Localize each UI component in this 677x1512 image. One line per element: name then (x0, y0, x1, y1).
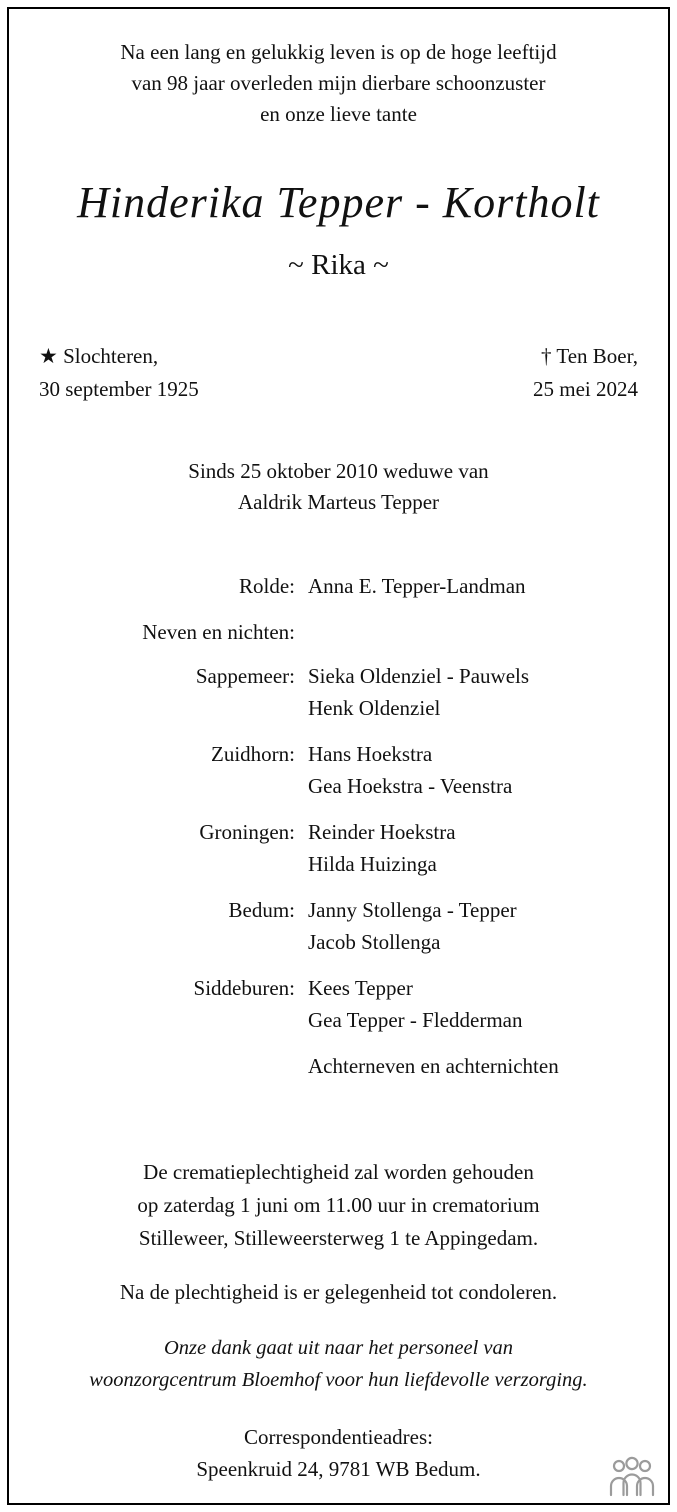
death-info (533, 340, 638, 406)
birth-place-line (39, 340, 199, 373)
intro-line: van 98 jaar overleden mijn dierbare schoonzuster (131, 71, 546, 95)
death-cross-icon: † (540, 344, 552, 368)
birth-place: Slochteren, (63, 344, 159, 368)
intro-line: en onze lieve tante (260, 102, 417, 126)
relative-name: Janny Stollenga - Tepper (308, 898, 517, 922)
family-heading-row (39, 616, 638, 648)
ceremony-line: De crematieplechtigheid zal worden gehouden (143, 1160, 534, 1184)
relative-name: Sieka Oldenziel - Pauwels (308, 664, 530, 688)
thanks-line: woonzorgcentrum Bloemhof voor hun liefdevolle verzorging. (89, 1369, 588, 1391)
widow-text (39, 456, 638, 518)
intro-text (39, 37, 638, 130)
relative-name: Reinder Hoekstra (308, 820, 456, 844)
relative-name: Gea Hoekstra - Veenstra (308, 774, 513, 798)
birth-star-icon: ★ (39, 344, 58, 368)
relative-place: Groningen: (199, 820, 295, 844)
people-logo-icon (608, 1455, 656, 1497)
relative-row (39, 738, 638, 802)
relative-row (39, 570, 638, 602)
relative-place (39, 1050, 295, 1082)
relative-name: Henk Oldenziel (308, 696, 441, 720)
relative-row (39, 660, 638, 724)
relative-name: Gea Tepper - Fledderman (308, 1008, 523, 1032)
ceremony-line: op zaterdag 1 juni om 11.00 uur in crematorium (137, 1193, 540, 1217)
correspondence-line: Correspondentieadres: (244, 1425, 433, 1449)
correspondence-address (39, 1421, 638, 1485)
relative-place: Siddeburen: (193, 976, 295, 1000)
relative-names (308, 1050, 559, 1082)
relative-name: Jacob Stollenga (308, 930, 441, 954)
relative-place: Rolde: (239, 574, 295, 598)
ceremony-text (39, 1156, 638, 1255)
relative-names (308, 660, 529, 724)
birth-date: 30 september 1925 (39, 377, 199, 401)
relative-name: Achterneven en achternichten (308, 1054, 559, 1078)
relative-place: Bedum: (228, 898, 295, 922)
relative-row (39, 816, 638, 880)
widow-line: Aaldrik Marteus Tepper (237, 490, 440, 514)
birth-info (39, 340, 199, 406)
relative-name: Hans Hoekstra (308, 742, 433, 766)
relative-names (308, 894, 517, 958)
intro-line: Na een lang en gelukkig leven is op de hoge leeftijd (120, 40, 557, 64)
relative-place: Sappemeer: (195, 664, 295, 688)
deceased-name: Hinderika Tepper - Kortholt (77, 178, 600, 227)
relative-names (308, 570, 526, 602)
condolence-text: Na de plechtigheid is er gelegenheid tot condoleren. (119, 1280, 558, 1304)
death-date: 25 mei 2024 (533, 377, 638, 401)
family-heading: Neven en nichten: (142, 620, 295, 644)
death-place: Ten Boer, (556, 344, 638, 368)
relative-name: Kees Tepper (308, 976, 413, 1000)
death-place-line (533, 340, 638, 373)
obituary-card (7, 7, 670, 1505)
nickname: ~ Rika ~ (288, 249, 389, 281)
thanks-text (39, 1332, 638, 1396)
birth-death-dates (39, 340, 638, 406)
relative-row (39, 1050, 638, 1082)
relative-name: Anna E. Tepper-Landman (308, 574, 526, 598)
correspondence-line: Speenkruid 24, 9781 WB Bedum. (196, 1457, 481, 1481)
relative-names (308, 738, 512, 802)
family-list (39, 570, 638, 1082)
relative-names (308, 972, 522, 1036)
widow-line: Sinds 25 oktober 2010 weduwe van (188, 459, 489, 483)
relative-names (308, 816, 456, 880)
relative-row (39, 972, 638, 1036)
ceremony-line: Stilleweer, Stilleweersterweg 1 te Appingedam. (138, 1226, 539, 1250)
relative-row (39, 894, 638, 958)
thanks-line: Onze dank gaat uit naar het personeel van (163, 1337, 513, 1359)
relative-place: Zuidhorn: (211, 742, 295, 766)
relative-name: Hilda Huizinga (308, 852, 437, 876)
